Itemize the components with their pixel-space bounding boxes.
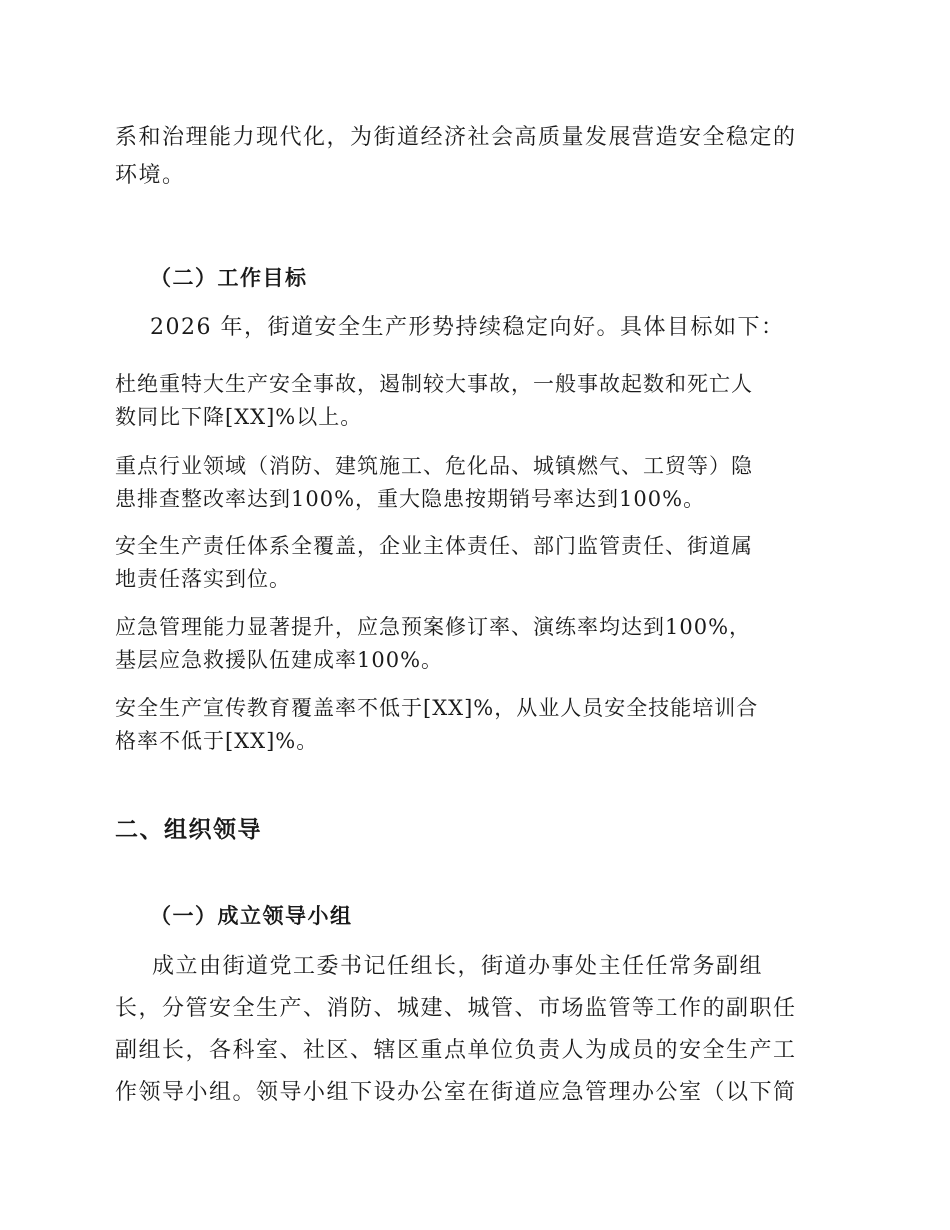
goal-item [115, 611, 840, 677]
subsection-heading-leading-group: （一）成立领导小组 [150, 904, 353, 928]
goal-line: 杜绝重特大生产安全事故，遏制较大事故，一般事故起数和死亡人 [115, 372, 753, 396]
paragraph-line: 作领导小组。领导小组下设办公室在街道应急管理办公室（以下简 [115, 1080, 797, 1105]
section-heading-organization: 二、组织领导 [115, 817, 262, 843]
goal-item [115, 692, 840, 758]
goal-item [115, 530, 840, 596]
goal-line: 数同比下降[XX]%以上。 [115, 405, 363, 429]
goal-line: 地责任落实到位。 [115, 567, 291, 591]
goal-line: 重点行业领域（消防、建筑施工、危化品、城镇燃气、工贸等）隐 [115, 454, 753, 478]
section-heading-work-goals: （二）工作目标 [150, 266, 308, 290]
goal-line: 安全生产责任体系全覆盖，企业主体责任、部门监管责任、街道属 [115, 534, 753, 558]
paragraph-line: 系和治理能力现代化，为街道经济社会高质量发展营造安全稳定的 [115, 125, 797, 150]
goal-line: 基层应急救援队伍建成率100%。 [115, 648, 444, 672]
work-goals-intro: 2026 年，街道安全生产形势持续稳定向好。具体目标如下： [150, 315, 785, 340]
goal-line: 患排查整改率达到100%，重大隐患按期销号率达到100%。 [115, 487, 706, 511]
continuation-paragraph [115, 119, 840, 195]
goal-line: 应急管理能力显著提升，应急预案修订率、演练率均达到100%， [115, 615, 752, 639]
paragraph-line: 环境。 [115, 163, 186, 188]
paragraph-line: 长，分管安全生产、消防、城建、城管、市场监管等工作的副职任 [115, 996, 797, 1021]
paragraph-line: 成立由街道党工委书记任组长，街道办事处主任任常务副组 [152, 954, 764, 979]
leading-group-paragraph [115, 946, 840, 1114]
goal-item [115, 450, 840, 516]
goal-item [115, 368, 840, 434]
paragraph-line: 副组长，各科室、社区、辖区重点单位负责人为成员的安全生产工 [115, 1038, 797, 1063]
goal-line: 格率不低于[XX]%。 [115, 729, 319, 753]
goal-line: 安全生产宣传教育覆盖率不低于[XX]%，从业人员安全技能培训合 [115, 696, 759, 720]
